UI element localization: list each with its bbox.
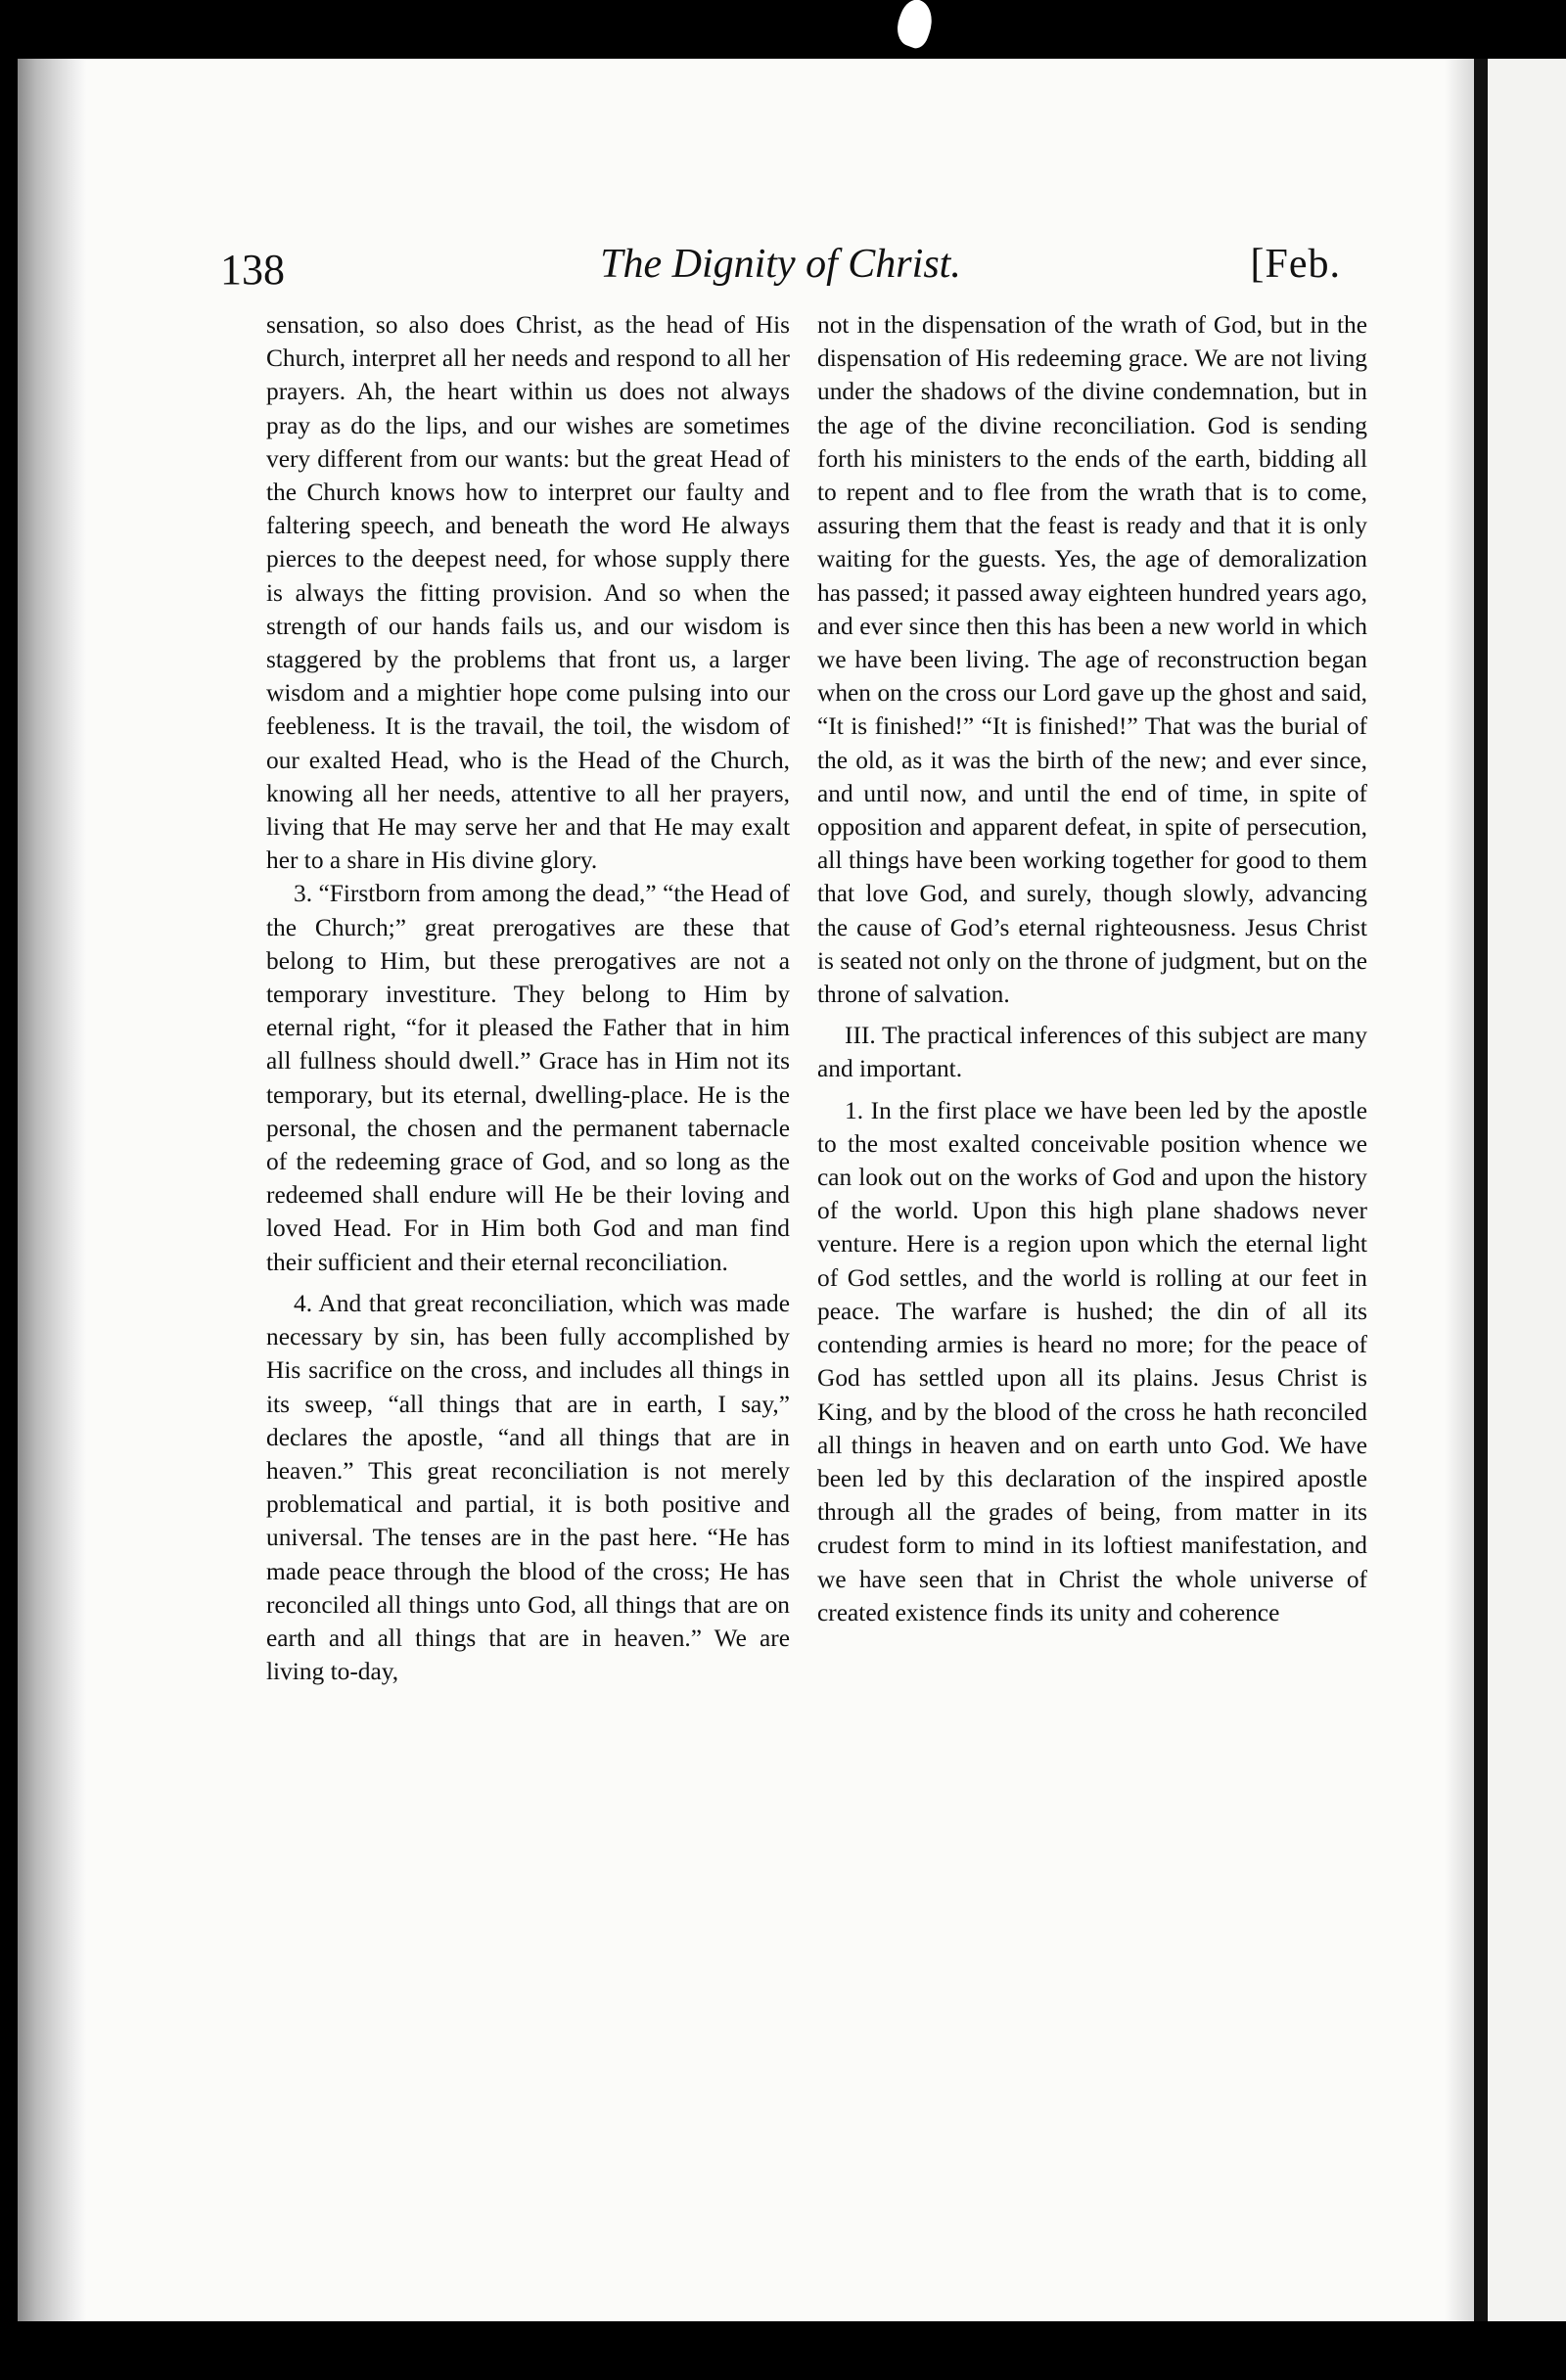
section-mark: [Feb. bbox=[1250, 242, 1341, 287]
right-column bbox=[817, 308, 1367, 1629]
next-page-sliver bbox=[1488, 59, 1566, 2321]
paragraph: sensation, so also does Christ, as the head of His Church, interpret all her needs and respond to all her prayers. Ah, the heart within us does not always pray as do the lips, and our wishes are sometimes very different from our wants: but the great Head of the Church knows how to interpret our faulty and faltering speech, and beneath the word He always pierces to the deepest need, for whose supply there is always the fitting provision. And so when the strength of our hands fails us, and our wisdom is staggered by the problems that front us, a larger wisdom and a mightier hope come pulsing into our feebleness. It is the travail, the toil, the wisdom of our exalted Head, who is the Head of the Church, knowing all her needs, attentive to all her prayers, living that He may serve her and that He may exalt her to a share in His divine glory. bbox=[266, 311, 790, 875]
page-number: 138 bbox=[220, 246, 285, 294]
left-column bbox=[266, 308, 790, 1688]
paragraph: 4. And that great reconciliation, which was made necessary by sin, has been fully accomplished by His sacrifice on the cross, and includes all things in its sweep, “all things that are in earth, I say,” declares the apostle, “and all things that are in heaven.” This great reconciliation is not merely problematical and partial, it is both positive and universal. The tenses are in the past here. “He has made peace through the blood of the cross; He has reconciled all things unto God, all things that are on earth and all things that are in heaven.” We are living to-day, bbox=[266, 1289, 790, 1686]
page-edge-shading bbox=[18, 59, 86, 2321]
page-gutter bbox=[1445, 59, 1474, 2321]
paragraph: 1. In the first place we have been led by the apostle to the most exalted conceivable position whence we can look out on the works of God and upon the history of the world. Upon this high plane shadows never venture. Here is a region upon which the eternal light of God settles, and the world is rolling at our feet in peace. The warfare is hushed; the din of all its contending armies is heard no more; for the peace of God has settled upon all its plains. Jesus Christ is King, and by the blood of the cross he hath reconciled all things in heaven and on earth unto God. We have been led by this declaration of the inspired apostle through all the grades of being, from matter in its crudest form to mind in its loftiest manifestation, and we have seen that in Christ the whole universe of created existence finds its unity and coherence bbox=[817, 1096, 1367, 1626]
page-header bbox=[220, 235, 1341, 294]
section-heading-paragraph: III. The practical inferences of this subject are many and important. bbox=[817, 1022, 1367, 1083]
scan-artifact bbox=[892, 0, 939, 51]
running-title: The Dignity of Christ. bbox=[600, 242, 961, 287]
paragraph: 3. “Firstborn from among the dead,” “the Head of the Church;” great prerogatives are these that belong to Him, but these prerogatives are not a temporary investiture. They belong to Him by eternal right, “for it pleased the Father that in him all fullness should dwell.” Grace has in Him not its temporary, but its eternal, dwelling-place. He is the personal, the chosen and the permanent tabernacle of the redeeming grace of God, and so long as the redeemed shall endure will He be their loving and loved Head. For in Him both God and man find their sufficient and their eternal reconciliation. bbox=[266, 880, 790, 1276]
paragraph: not in the dispensation of the wrath of God, but in the dispensation of His redeeming grace. We are not living under the shadows of the divine condemnation, but in the age of the divine reconciliation. God is sending forth his ministers to the ends of the earth, bidding all to repent and to flee from the wrath that is to come, assuring them that the feast is ready and that it is only waiting for the guests. Yes, the age of demoralization has passed; it passed away eighteen hundred years ago, and ever since then this has been a new world in which we have been living. The age of reconstruction began when on the cross our Lord gave up the ghost and said, “It is finished!” “It is finished!” That was the burial of the old, as it was the birth of the new; and ever since, and until now, and until the end of time, in spite of opposition and apparent defeat, in spite of persecution, all things have been working together for good to them that love God, and surely, though slowly, advancing the cause of God’s eternal righteousness. Jesus Christ is seated not only on the throne of judgment, but on the throne of salvation. bbox=[817, 311, 1367, 1009]
